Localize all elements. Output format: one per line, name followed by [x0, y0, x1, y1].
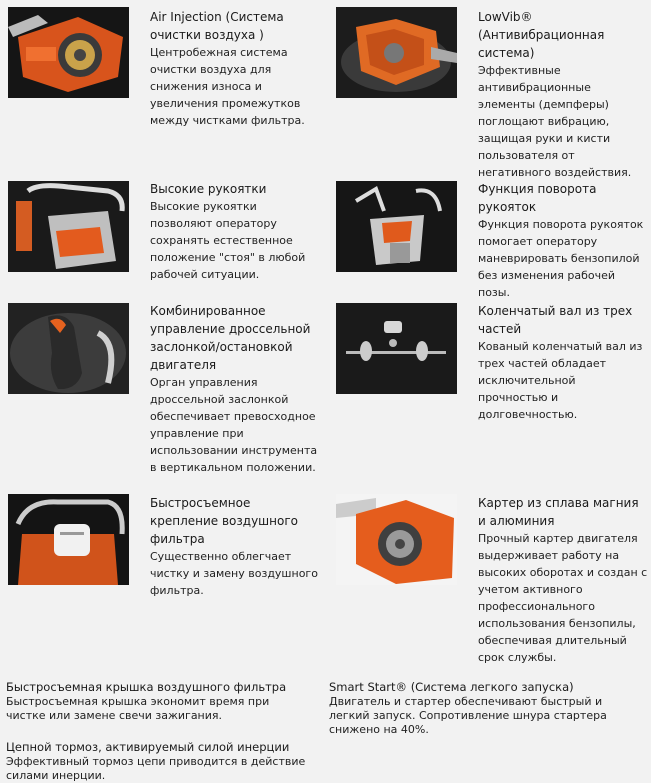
- swivel-handles-icon: [336, 181, 457, 272]
- crankcase-icon: [336, 494, 457, 585]
- chainsaw-air-injection-icon: [8, 7, 129, 98]
- feature-description: Кованый коленчатый вал из трех частей обладает исключительной прочностью и долговечностью.: [478, 340, 643, 421]
- feature-description: Прочный картер двигателя выдерживает работу на высоких оборотах и создан с учетом активного профессионального использования бензопилы, обеспечивая длительный срок службы.: [478, 532, 648, 664]
- feature-title: Высокие рукоятки: [150, 182, 267, 196]
- feature-description: Быстросъемная крышка экономит время при чистке или замене свечи зажигания.: [6, 695, 270, 722]
- bottom-feature: [6, 740, 316, 783]
- feature-title: LowVib® (Антивибрационная система): [478, 10, 605, 60]
- feature-description: Эффективные антивибрационные элементы (демпферы) поглощают вибрацию, защищая руки и кисти пользователя от негативного воздействия.: [478, 64, 632, 179]
- feature-description: Высокие рукоятки позволяют оператору сохранять естественное положение "стоя" в любой рабочей ситуации.: [150, 200, 306, 281]
- feature-title: Цепной тормоз, активируемый силой инерции: [6, 740, 290, 754]
- feature-title: Быстросъемное крепление воздушного фильтра: [150, 496, 298, 546]
- chainsaw-lowvib-icon: [336, 7, 457, 98]
- feature-title: Smart Start® (Система легкого запуска): [329, 680, 574, 694]
- feature-description: Орган управления дроссельной заслонкой обеспечивает превосходное управление при использовании инструмента в вертикальном положении.: [150, 376, 318, 474]
- throttle-handle-icon: [8, 303, 129, 394]
- high-handles-icon: [8, 181, 129, 272]
- bottom-feature: [329, 680, 639, 737]
- air-filter-icon: [8, 494, 129, 585]
- feature-description: Эффективный тормоз цепи приводится в действие силами инерции.: [6, 755, 306, 782]
- feature-description: Существенно облегчает чистку и замену воздушного фильтра.: [150, 550, 318, 597]
- bottom-feature: [6, 680, 311, 723]
- feature-description: Функция поворота рукояток помогает оператору маневрировать бензопилой без изменения рабочей позы.: [478, 218, 644, 299]
- feature-description: Двигатель и стартер обеспечивают быстрый и легкий запуск. Сопротивление шнура стартера снижено на 40%.: [329, 695, 607, 736]
- feature-title: Комбинированное управление дроссельной заслонкой/остановкой двигателя: [150, 304, 311, 372]
- feature-title: Коленчатый вал из трех частей: [478, 304, 633, 336]
- feature-title: Функция поворота рукояток: [478, 182, 597, 214]
- feature-description: Центробежная система очистки воздуха для снижения износа и увеличения промежутков между чистками фильтра.: [150, 46, 305, 127]
- feature-title: Быстросъемная крышка воздушного фильтра: [6, 680, 287, 694]
- feature-title: Air Injection (Система очистки воздуха ): [150, 10, 284, 42]
- crankshaft-icon: [336, 303, 457, 394]
- feature-title: Картер из сплава магния и алюминия: [478, 496, 639, 528]
